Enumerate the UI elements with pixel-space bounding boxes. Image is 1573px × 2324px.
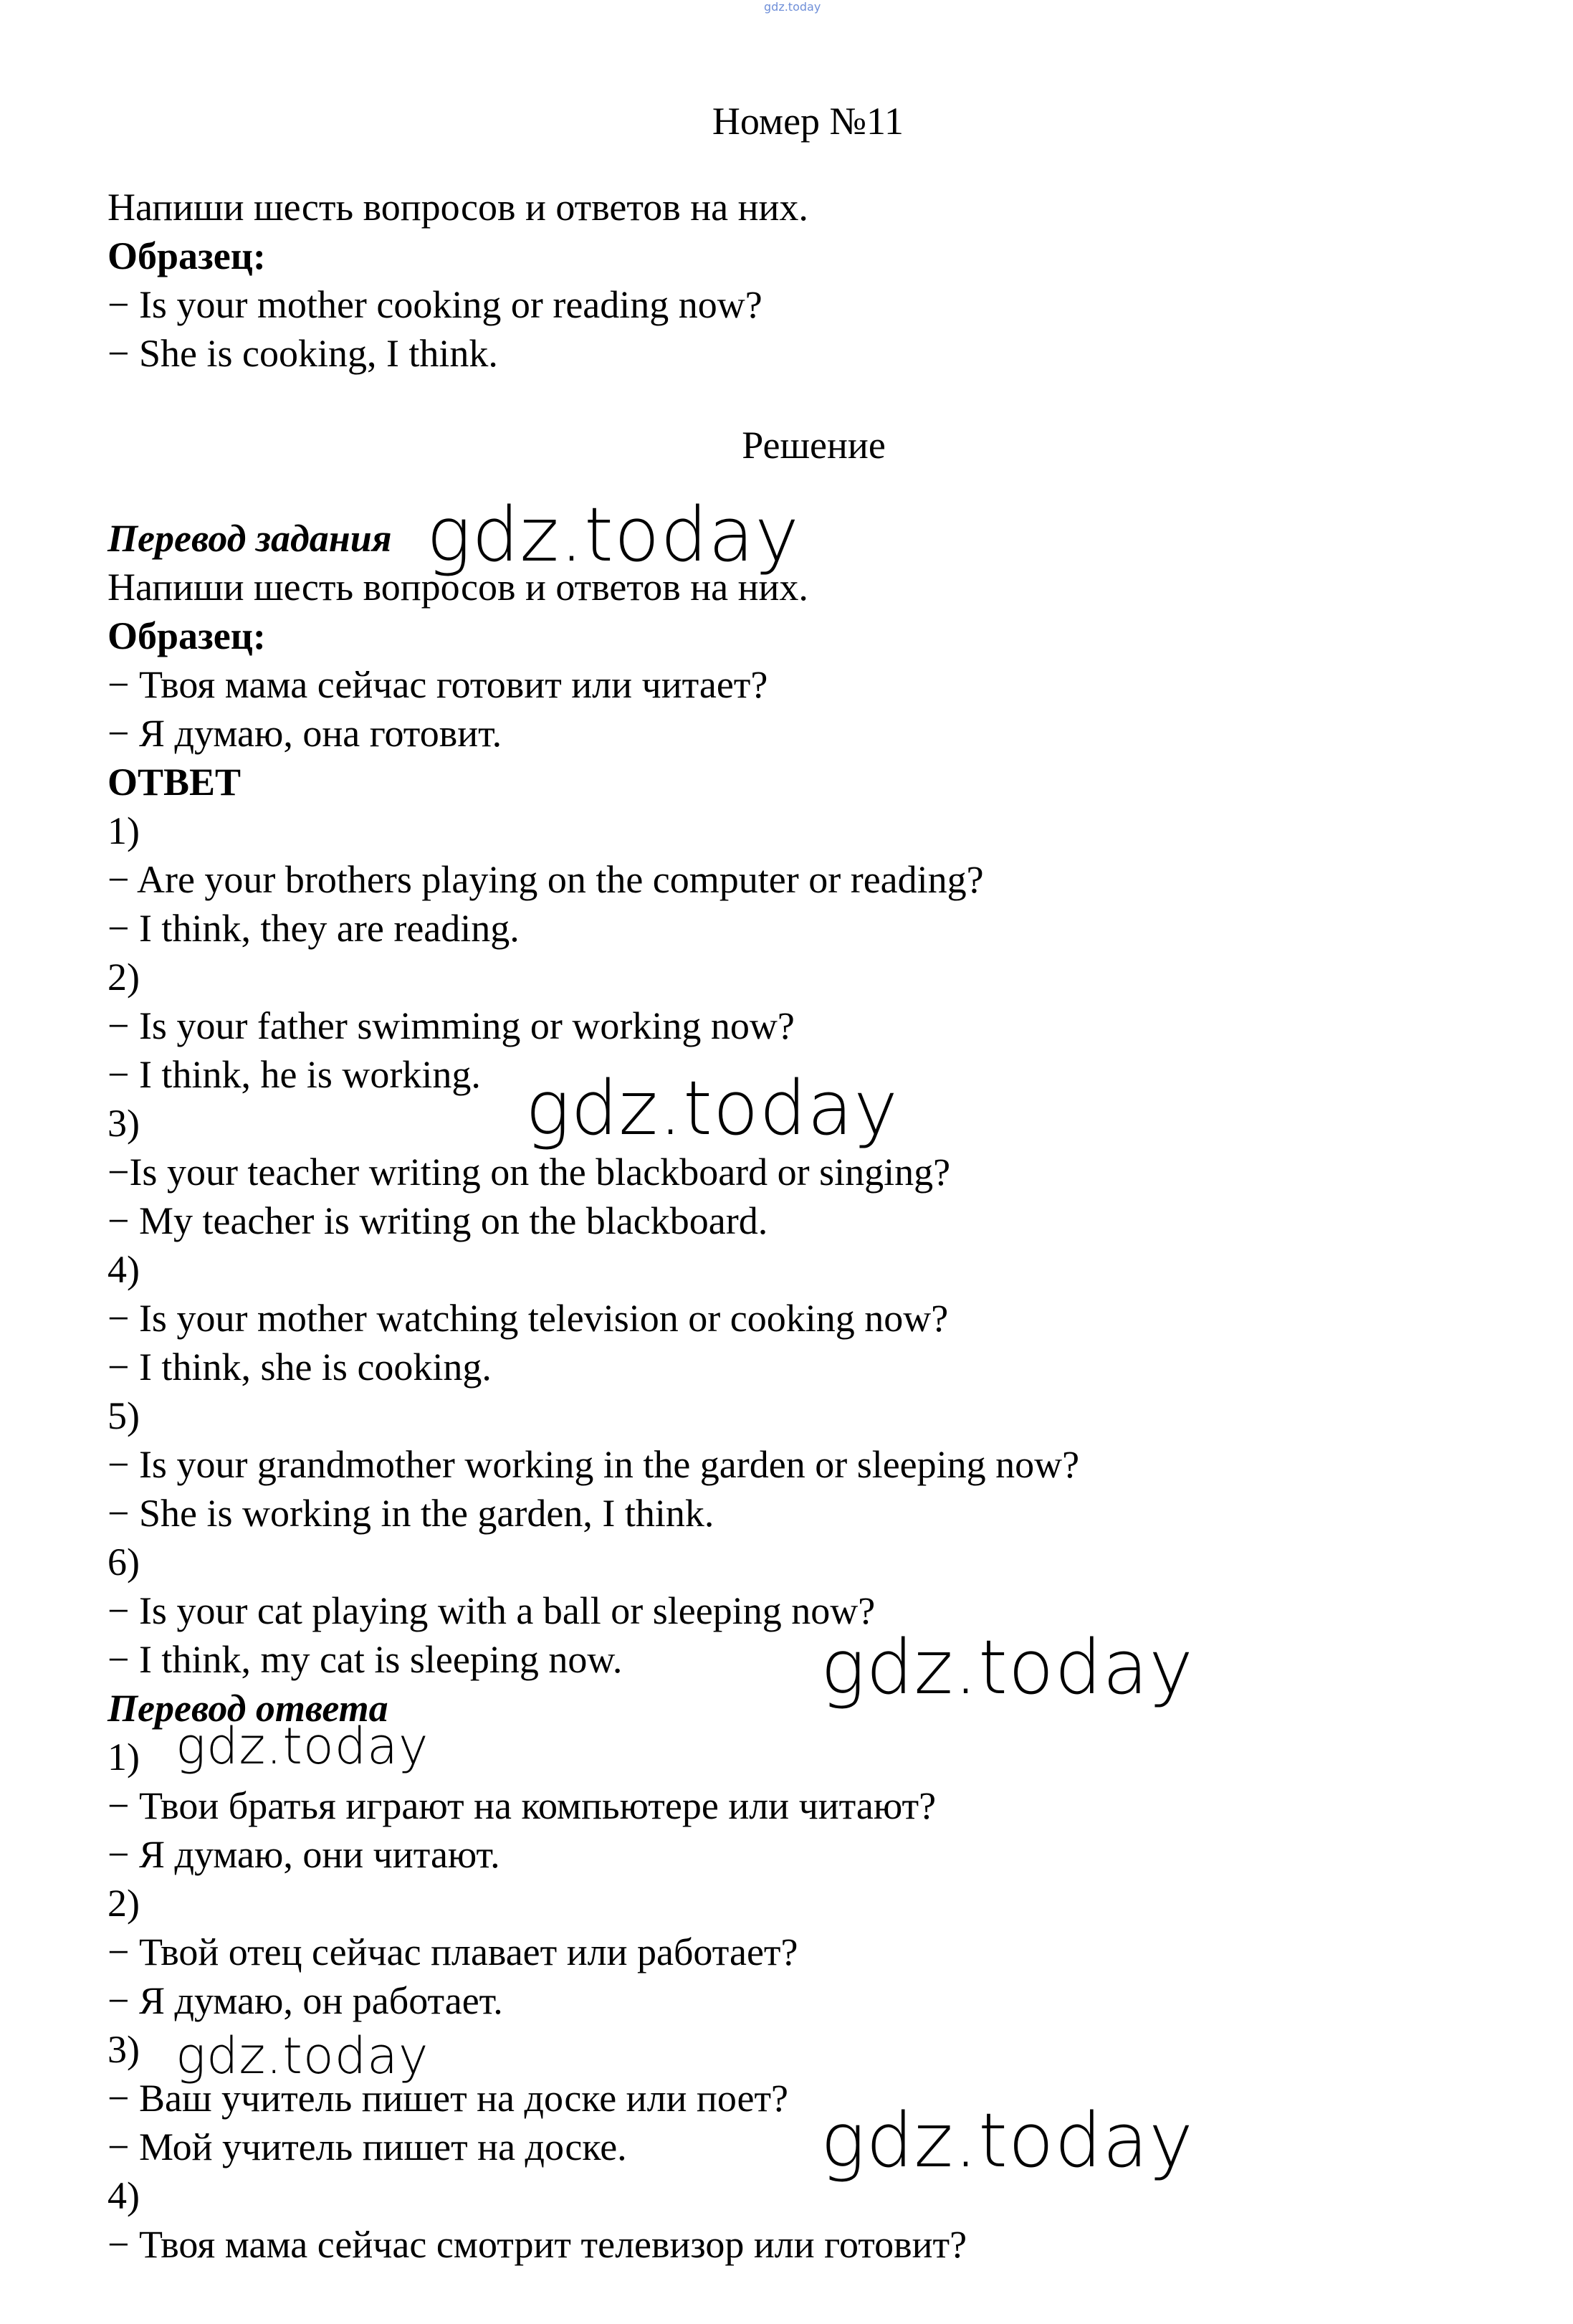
translation-reply: − Я думаю, он работает. (107, 1979, 503, 2022)
sample-label: Образец: (107, 234, 266, 277)
answer-reply: − I think, they are reading. (107, 907, 520, 950)
answer-num: 5) (107, 1394, 140, 1437)
solution-title: Решение (742, 424, 886, 467)
translation-sample-question: − Твоя мама сейчас готовит или читает? (107, 663, 768, 706)
translation-sample-label: Образец: (107, 614, 266, 657)
answer-question: − Is your mother watching television or cooking now? (107, 1297, 949, 1340)
translation-sample-answer: − Я думаю, она готовит. (107, 712, 502, 755)
answer-question: − Is your father swimming or working now? (107, 1004, 795, 1047)
watermark: gdz.today (176, 2027, 429, 2085)
answer-num: 3) (107, 1102, 140, 1145)
translation-question: − Ваш учитель пишет на доске или поет? (107, 2077, 789, 2120)
answer-heading: ОТВЕТ (107, 761, 242, 804)
answer-reply: − I think, my cat is sleeping now. (107, 1638, 623, 1681)
answer-question: − Are your brothers playing on the computer or reading? (107, 858, 984, 901)
page-title: Номер №11 (712, 100, 904, 143)
translation-question: − Твоя мама сейчас смотрит телевизор или готовит? (107, 2223, 967, 2266)
answer-question: − Is your cat playing with a ball or sleeping now? (107, 1589, 876, 1632)
translation-num: 3) (107, 2028, 140, 2071)
watermark: gdz.today (426, 491, 800, 578)
sample-answer: − She is cooking, I think. (107, 332, 498, 375)
answer-question: −Is your teacher writing on the blackboard or singing? (107, 1151, 951, 1194)
translation-instruction: Напиши шесть вопросов и ответов на них. (107, 566, 808, 609)
translation-question: − Твои братья играют на компьютере или читают? (107, 1784, 937, 1827)
answer-reply: − I think, she is cooking. (107, 1346, 492, 1389)
answer-num: 2) (107, 956, 140, 999)
answer-num: 6) (107, 1540, 140, 1584)
translation-heading: Перевод задания (107, 517, 392, 560)
answer-translation-heading: Перевод ответа (107, 1687, 388, 1730)
answer-num: 1) (107, 809, 140, 852)
top-watermark: gdz.today (764, 0, 821, 14)
answer-reply: − She is working in the garden, I think. (107, 1492, 714, 1535)
answer-question: − Is your grandmother working in the garden or sleeping now? (107, 1443, 1080, 1486)
answer-reply: − I think, he is working. (107, 1053, 481, 1096)
answer-reply: − My teacher is writing on the blackboard. (107, 1199, 768, 1242)
translation-reply: − Я думаю, они читают. (107, 1833, 500, 1876)
translation-num: 2) (107, 1882, 140, 1925)
watermark: gdz.today (821, 1624, 1194, 1711)
watermark: gdz.today (176, 1717, 429, 1776)
watermark: gdz.today (525, 1065, 899, 1152)
task-instruction: Напиши шесть вопросов и ответов на них. (107, 186, 808, 229)
sample-question: − Is your mother cooking or reading now? (107, 283, 762, 326)
answer-num: 4) (107, 1248, 140, 1291)
translation-num: 4) (107, 2174, 140, 2217)
translation-question: − Твой отец сейчас плавает или работает? (107, 1930, 798, 1973)
translation-num: 1) (107, 1735, 140, 1778)
translation-reply: − Мой учитель пишет на доске. (107, 2125, 627, 2168)
watermark: gdz.today (821, 2097, 1194, 2184)
